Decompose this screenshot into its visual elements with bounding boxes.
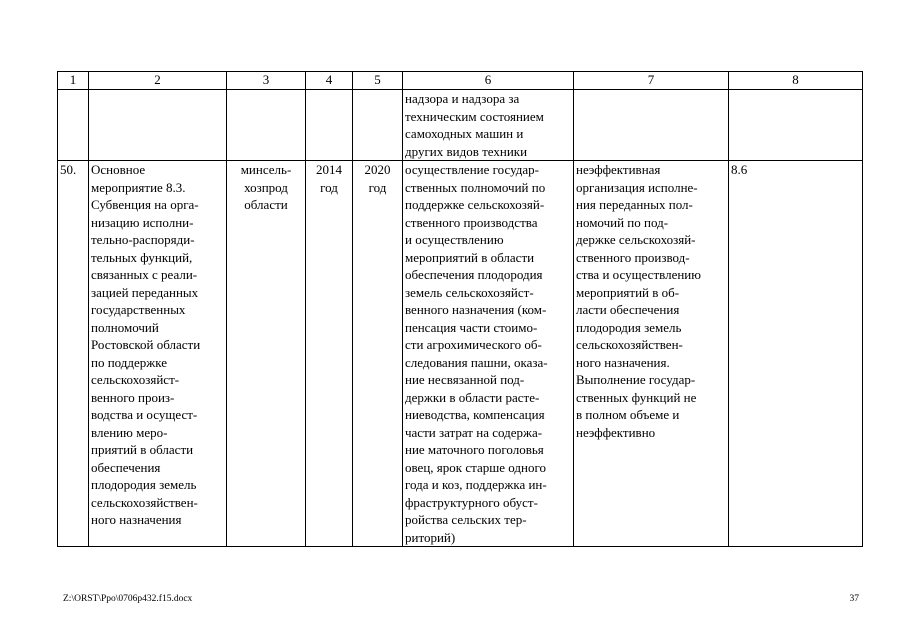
col-header-2: 2 (89, 72, 227, 90)
cell-text-line: низацию исполни- (91, 214, 194, 230)
cell-empty (227, 90, 306, 161)
cell-continuation-text (403, 90, 574, 161)
cell-text-line: следования пашни, оказа- (405, 354, 548, 370)
cell-text-line: сельскохозяйствен- (91, 494, 198, 510)
cell-text-line: риторий) (405, 529, 456, 545)
cell-empty (574, 90, 729, 161)
cell-text-line: держке сельскохозяй- (576, 232, 696, 247)
cell-text-line: фраструктурного обуст- (405, 494, 538, 510)
cell-text-line: влению меро- (91, 424, 168, 440)
footer-file-path: Z:\ORST\Ppo\0706p432.f15.docx (63, 594, 193, 604)
cell-text-line: сельскохозяйствен- (576, 337, 683, 352)
cell-text-line: ственных полномочий по (405, 179, 546, 195)
cell-text-line: год (368, 179, 387, 195)
indicator-cell: 8.6 (729, 161, 863, 547)
cell-text-line: мероприятий в об- (576, 284, 680, 300)
cell-text-line: поддержке сельскохозяй- (405, 197, 545, 212)
col-header-4: 4 (306, 72, 353, 90)
cell-text-line: ственных функций не (576, 389, 697, 405)
row-number: 50. (58, 161, 89, 547)
executor-cell (227, 161, 306, 547)
col-header-7: 7 (574, 72, 729, 90)
cell-text-line: ние маточного поголовья (405, 442, 544, 457)
cell-text-line: тельно-распоряди- (91, 232, 195, 247)
col-header-1: 1 (58, 72, 89, 90)
footer-page-number: 37 (849, 594, 859, 604)
table-row-continuation (58, 90, 863, 161)
cell-text-line: организация исполне- (576, 179, 698, 195)
cell-text-line: других видов техники (405, 143, 528, 159)
cell-text-line: обеспечения (91, 459, 161, 475)
cell-text-line: тельных функций, (91, 249, 193, 265)
cell-text-line: года и коз, поддержка ин- (405, 477, 547, 492)
cell-text-line: ственного производства (405, 214, 538, 230)
cell-empty (89, 90, 227, 161)
cell-empty (58, 90, 89, 161)
cell-text-line: государственных (91, 302, 186, 317)
cell-text-line: держки в области расте- (405, 389, 540, 405)
cell-text-line: техническим состоянием (405, 108, 544, 124)
cell-text-line: плодородия земель (91, 477, 197, 492)
consequences-cell (574, 161, 729, 547)
cell-text-line: мероприятий в области (405, 249, 535, 265)
data-table (57, 71, 863, 547)
cell-text-line: надзора и надзора за (405, 91, 520, 106)
cell-text-line: номочий по под- (576, 214, 669, 230)
cell-text-line: и осуществлению (405, 232, 504, 247)
cell-text-line: ройства сельских тер- (405, 512, 527, 527)
cell-text-line: год (320, 179, 338, 195)
cell-text-line: части затрат на содержа- (405, 424, 543, 440)
measure-name-cell (89, 161, 227, 547)
cell-text-line: Выполнение государ- (576, 372, 696, 387)
cell-text-line: неэффективная (576, 162, 661, 177)
table-row-50 (58, 161, 863, 547)
start-year-cell (306, 161, 353, 547)
cell-text-line: мероприятие 8.3. (91, 179, 186, 195)
cell-text-line: ние несвязанной под- (405, 372, 525, 387)
cell-text-line: водства и осущест- (91, 407, 198, 422)
header-row (58, 72, 863, 90)
cell-text-line: связанных с реали- (91, 267, 198, 282)
cell-text-line: земель сельскохозяйст- (405, 284, 534, 300)
col-header-6: 6 (403, 72, 574, 90)
cell-text-line: Основное (91, 162, 146, 177)
cell-text-line: минсель- (240, 162, 292, 177)
cell-text-line: приятий в области (91, 442, 194, 457)
cell-text-line: венного назначения (ком- (405, 302, 547, 317)
cell-text-line: полномочий (91, 319, 159, 335)
cell-empty (306, 90, 353, 161)
cell-text-line: хозпрод (244, 179, 288, 195)
cell-text-line: венного произ- (91, 389, 175, 405)
cell-text-line: осуществление государ- (405, 162, 539, 177)
cell-empty (729, 90, 863, 161)
cell-text-line: ния переданных пол- (576, 197, 693, 212)
cell-text-line: по поддержке (91, 354, 168, 370)
cell-empty (353, 90, 403, 161)
col-header-3: 3 (227, 72, 306, 90)
expected-result-cell (403, 161, 574, 547)
cell-text-line: ства и осуществлению (576, 267, 701, 282)
cell-text-line: сти агрохимического об- (405, 337, 542, 352)
cell-text-line: зацией переданных (91, 284, 199, 300)
cell-text-line: Субвенция на орга- (91, 197, 199, 212)
cell-text-line: 2014 (316, 162, 342, 177)
col-header-5: 5 (353, 72, 403, 90)
cell-text-line: области (244, 197, 288, 212)
cell-text-line: в полном объеме и (576, 407, 680, 422)
cell-text-line: сельскохозяйст- (91, 372, 180, 387)
cell-text-line: 2020 (364, 162, 391, 177)
cell-text-line: овец, ярок старше одного (405, 459, 546, 475)
end-year-cell (353, 161, 403, 547)
cell-text-line: обеспечения плодородия (405, 267, 543, 282)
cell-text-line: ного назначения. (576, 354, 670, 370)
cell-text-line: ственного производ- (576, 249, 690, 265)
col-header-8: 8 (729, 72, 863, 90)
cell-text-line: ласти обеспечения (576, 302, 680, 317)
cell-text-line: ного назначения (91, 512, 182, 527)
cell-text-line: ниеводства, компенсация (405, 407, 545, 422)
cell-text-line: пенсация части стоимо- (405, 319, 538, 335)
cell-text-line: неэффективно (576, 424, 656, 440)
cell-text-line: самоходных машин и (405, 126, 524, 141)
cell-text-line: Ростовской области (91, 337, 201, 352)
cell-text-line: плодородия земель (576, 319, 682, 335)
